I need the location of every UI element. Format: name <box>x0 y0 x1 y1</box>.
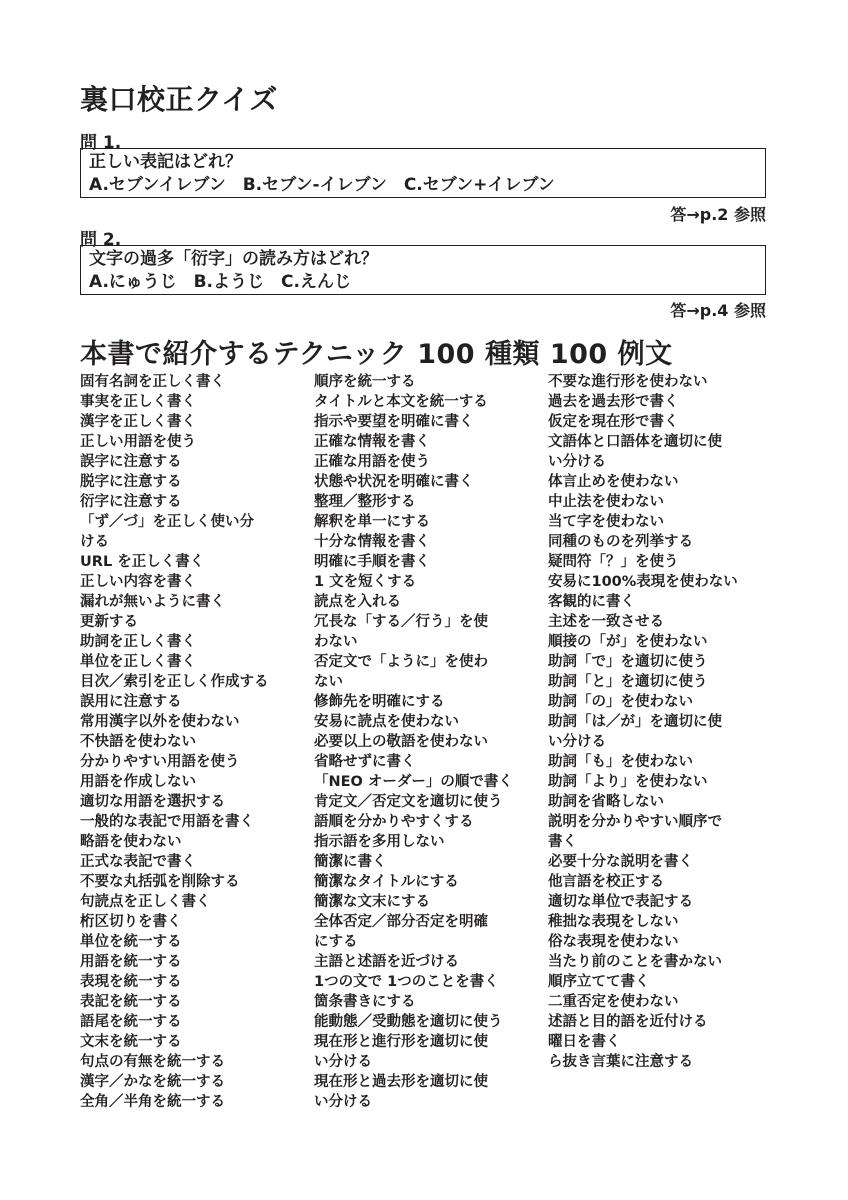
technique-list-item: 順序を統一する <box>314 374 416 390</box>
technique-list-item: 正確な情報を書く <box>314 434 430 450</box>
technique-list-item: 表記を統一する <box>80 994 182 1010</box>
technique-list-item: 主述を一致させる <box>548 614 664 630</box>
technique-list-item: 必要以上の敬語を使わない <box>314 734 488 750</box>
technique-list-item: 助詞「も」を使わない <box>548 754 693 770</box>
technique-list-item: 1つの文で 1つのことを書く <box>314 974 499 990</box>
technique-list-item: 助詞「より」を使わない <box>548 774 708 790</box>
question-1-box <box>80 148 766 198</box>
technique-list-item: 単位を正しく書く <box>80 654 196 670</box>
technique-list-item: 省略せずに書く <box>314 754 416 770</box>
technique-list-item: 整理／整形する <box>314 494 416 510</box>
technique-list-item: 全角／半角を統一する <box>80 1094 225 1110</box>
technique-list-item: 順序立てて書く <box>548 974 650 990</box>
technique-list-item: 説明を分かりやすい順序で <box>548 814 722 830</box>
technique-list-item: 文末を統一する <box>80 1034 182 1050</box>
technique-list-item: 「ず／づ」を正しく使い分 <box>80 514 254 530</box>
technique-list-item: 当て字を使わない <box>548 514 664 530</box>
technique-list-item: い分ける <box>548 454 606 470</box>
technique-list-item: 脱字に注意する <box>80 474 182 490</box>
technique-list-item: 1 文を短くする <box>314 574 417 590</box>
technique-list-item: 漢字を正しく書く <box>80 414 196 430</box>
technique-list-item: 助詞「と」を適切に使う <box>548 674 708 690</box>
technique-list-item: 不快語を使わない <box>80 734 196 750</box>
technique-list-item: 正しい内容を書く <box>80 574 196 590</box>
technique-list-item: い分ける <box>548 734 606 750</box>
technique-list-item: 漢字／かなを統一する <box>80 1074 225 1090</box>
technique-list-item: 事実を正しく書く <box>80 394 196 410</box>
technique-list-item: 適切な単位で表記する <box>548 894 693 910</box>
technique-list-item: 句読点を正しく書く <box>80 894 211 910</box>
technique-list-item: 助詞を正しく書く <box>80 634 196 650</box>
technique-list-item: 一般的な表記で用語を書く <box>80 814 254 830</box>
technique-list-item: 疑問符「？」を使う <box>548 554 679 570</box>
technique-list-item: 用語を統一する <box>80 954 182 970</box>
technique-list-item: 安易に読点を使わない <box>314 714 459 730</box>
technique-list-item: 正しい用語を使う <box>80 434 196 450</box>
technique-list-item: 固有名詞を正しく書く <box>80 374 225 390</box>
technique-list-item: 解釈を単一にする <box>314 514 430 530</box>
question-1-text: 正しい表記はどれ？ <box>89 152 242 172</box>
techniques-heading: 本書で紹介するテクニック 100 種類 100 例文 <box>80 339 673 370</box>
technique-list-item: にする <box>314 934 358 950</box>
technique-list-item: 明確に手順を書く <box>314 554 430 570</box>
technique-list-item: 否定文で「ように」を使わ <box>314 654 488 670</box>
technique-list-item: 肯定文／否定文を適切に使う <box>314 794 503 810</box>
technique-list-item: 箇条書きにする <box>314 994 416 1010</box>
technique-list-item: い分ける <box>314 1054 372 1070</box>
technique-list-item: 「NEO オーダー」の順で書く <box>314 774 513 790</box>
technique-list-item: 二重否定を使わない <box>548 994 679 1010</box>
technique-list-item: 読点を入れる <box>314 594 401 610</box>
technique-list-item: 助詞「の」を使わない <box>548 694 693 710</box>
technique-list-column-2 <box>314 372 538 1112</box>
technique-list-item: 全体否定／部分否定を明確 <box>314 914 488 930</box>
page-title: 裏口校正クイズ <box>80 83 278 116</box>
technique-list-item: わない <box>314 634 358 650</box>
technique-list-item: 曜日を書く <box>548 1034 621 1050</box>
technique-list-column-1 <box>80 372 298 1112</box>
technique-list-item: 当たり前のことを書かない <box>548 954 722 970</box>
technique-list-item: 必要十分な説明を書く <box>548 854 693 870</box>
technique-list-item: 正確な用語を使う <box>314 454 430 470</box>
technique-list-item: 表現を統一する <box>80 974 182 990</box>
technique-list-item: 不要な進行形を使わない <box>548 374 708 390</box>
technique-list-item: 修飾先を明確にする <box>314 694 445 710</box>
technique-list-item: 誤字に注意する <box>80 454 182 470</box>
technique-list-item: 句点の有無を統一する <box>80 1054 225 1070</box>
technique-list-item: 用語を作成しない <box>80 774 196 790</box>
technique-list-item: 指示や要望を明確に書く <box>314 414 474 430</box>
question-1-choices: A.セブンイレブン B.セブン-イレブン C.セブン+イレブン <box>89 175 555 195</box>
technique-list-item: 不要な丸括弧を削除する <box>80 874 240 890</box>
technique-list-item: 単位を統一する <box>80 934 182 950</box>
question-1-label: 問 1. <box>80 133 122 153</box>
question-2-label: 問 2. <box>80 230 122 250</box>
technique-list-item: 十分な情報を書く <box>314 534 430 550</box>
technique-list-item: 俗な表現を使わない <box>548 934 679 950</box>
technique-list-item: 稚拙な表現をしない <box>548 914 679 930</box>
technique-list-item: 主語と述語を近づける <box>314 954 459 970</box>
technique-list-item: 他言語を校正する <box>548 874 664 890</box>
technique-list-item: 助詞を省略しない <box>548 794 664 810</box>
technique-list-item: 順接の「が」を使わない <box>548 634 708 650</box>
question-2-box <box>80 245 766 295</box>
question-2-answer-ref: 答→p.4 参照 <box>670 301 766 320</box>
technique-list-item: 冗長な「する／行う」を使 <box>314 614 488 630</box>
technique-list-item: 客観的に書く <box>548 594 635 610</box>
technique-list-item: い分ける <box>314 1094 372 1110</box>
technique-list-item: 略語を使わない <box>80 834 182 850</box>
technique-list-item: 適切な用語を選択する <box>80 794 225 810</box>
technique-list-item: ない <box>314 674 343 690</box>
technique-list-item: 語順を分かりやすくする <box>314 814 474 830</box>
technique-list-item: 分かりやすい用語を使う <box>80 754 240 770</box>
technique-list-item: 桁区切りを書く <box>80 914 182 930</box>
technique-list-column-3 <box>548 372 778 1072</box>
technique-list-item: 述語と目的語を近付ける <box>548 1014 708 1030</box>
technique-list-item: 安易に100%表現を使わない <box>548 574 738 590</box>
technique-list-item: 簡潔なタイトルにする <box>314 874 459 890</box>
technique-list-item: 指示語を多用しない <box>314 834 445 850</box>
question-2-text: 文字の過多「衍字」の読み方はどれ？ <box>89 249 378 269</box>
technique-list-item: 助詞「は／が」を適切に使 <box>548 714 722 730</box>
technique-list-item: 仮定を現在形で書く <box>548 414 679 430</box>
question-1-answer-ref: 答→p.2 参照 <box>670 205 766 224</box>
technique-list-item: 正式な表記で書く <box>80 854 196 870</box>
technique-list-item: 助詞「で」を適切に使う <box>548 654 708 670</box>
technique-list-item: 目次／索引を正しく作成する <box>80 674 269 690</box>
technique-list-item: 漏れが無いように書く <box>80 594 225 610</box>
technique-list-item: 過去を過去形で書く <box>548 394 679 410</box>
technique-list-item: 中止法を使わない <box>548 494 664 510</box>
technique-list-item: 語尾を統一する <box>80 1014 182 1030</box>
technique-list-item: 簡潔な文末にする <box>314 894 430 910</box>
technique-list-item: 誤用に注意する <box>80 694 182 710</box>
technique-list-item: 現在形と進行形を適切に使 <box>314 1034 488 1050</box>
technique-list-item: 簡潔に書く <box>314 854 387 870</box>
technique-list-item: 衍字に注意する <box>80 494 182 510</box>
technique-list-item: 同種のものを列挙する <box>548 534 693 550</box>
technique-list-item: 常用漢字以外を使わない <box>80 714 240 730</box>
technique-list-item: 能動態／受動態を適切に使う <box>314 1014 503 1030</box>
technique-list-item: 文語体と口語体を適切に使 <box>548 434 722 450</box>
question-2-choices: A.にゅうじ B.ようじ C.えんじ <box>89 272 351 292</box>
technique-list-item: ける <box>80 534 109 550</box>
technique-list-item: 書く <box>548 834 577 850</box>
technique-list-item: 現在形と過去形を適切に使 <box>314 1074 488 1090</box>
technique-list-item: 更新する <box>80 614 138 630</box>
technique-list-item: 状態や状況を明確に書く <box>314 474 474 490</box>
technique-list-item: URL を正しく書く <box>80 554 205 570</box>
technique-list-item: タイトルと本文を統一する <box>314 394 488 410</box>
technique-list-item: 体言止めを使わない <box>548 474 679 490</box>
technique-list-item: ら抜き言葉に注意する <box>548 1054 693 1070</box>
